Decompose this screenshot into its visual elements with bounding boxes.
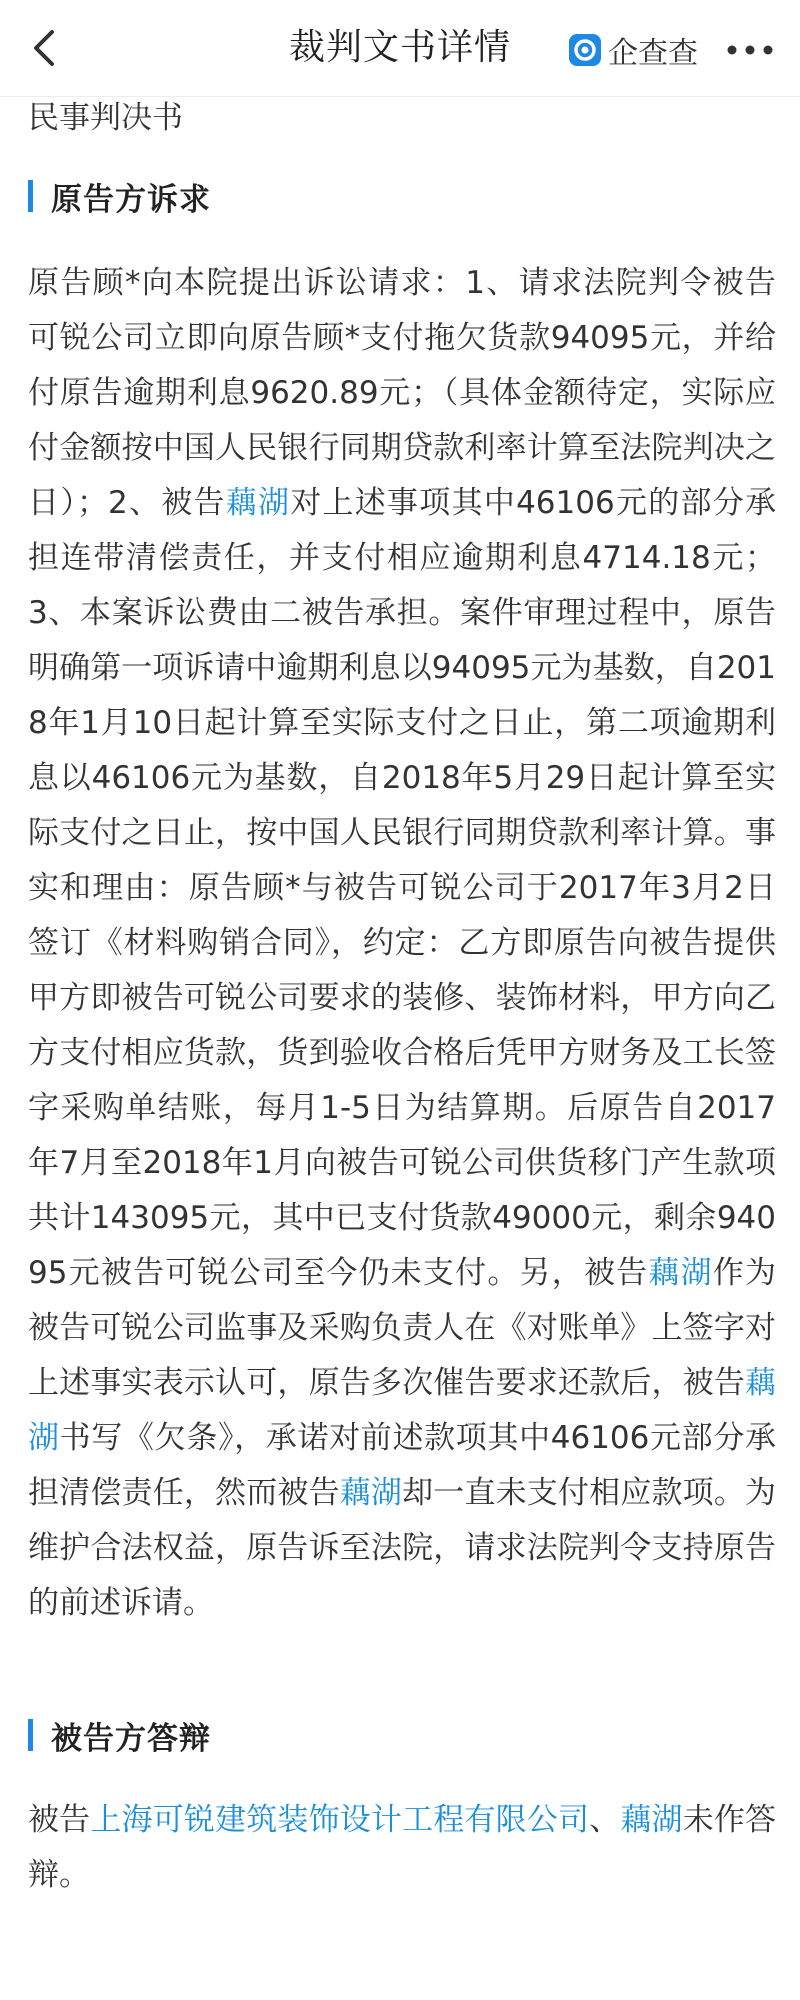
claims-text-segment: 书写《欠条》，承诺对前述款项其中46106元部分承担清偿责任，然而被告 [28, 1420, 776, 1511]
document-content [28, 96, 776, 1903]
more-button[interactable] [720, 30, 780, 70]
response-text-segment: 未作答辩。 [28, 1802, 777, 1893]
page-title: 裁判文书详情 [288, 27, 511, 68]
brand-logo[interactable] [568, 30, 698, 70]
section-accent-bar [28, 1719, 33, 1751]
company-name-link[interactable]: 上海可锐建筑装饰设计工程有限公司 [90, 1802, 590, 1838]
more-dots-icon [720, 30, 780, 70]
back-button[interactable] [18, 20, 74, 76]
chevron-left-icon [18, 20, 74, 76]
claims-text-segment: 原告顾*向本院提出诉讼请求：1、请求法院判令被告可锐公司立即向原告顾*支付拖欠货款94095元，并给付原告逾期利息9620.89元；（具体金额待定，实际应付金额按中国人民银行同期贷款利率计算至法院判决之日）；2、被告 [28, 265, 776, 521]
defendant-name-link[interactable]: 藕湖 [28, 1365, 776, 1456]
defendant-name-link[interactable]: 藕湖 [225, 485, 291, 521]
response-text-segment: 被告 [28, 1802, 91, 1838]
response-text-segment: 、 [589, 1802, 621, 1838]
defendant-name-link[interactable]: 藕湖 [620, 1802, 683, 1838]
claims-text-segment: 对上述事项其中46106元的部分承担连带清偿责任，并支付相应逾期利息4714.18元；3、本案诉讼费由二被告承担。案件审理过程中，原告明确第一项诉请中逾期利息以94095元为基数，自2018年1月10日起计算至实际支付之日止，第二项逾期利息以46106元为基数，自2018年5月29日起计算至实际支付之日止，按中国人民银行同期贷款利率计算。事实和理由：原告顾*与被告可锐公司于2017年3月2日签订《材料购销合同》，约定：乙方即原告向被告提供甲方即被告可锐公司要求的装修、装饰材料，甲方向乙方支付相应货款，货到验收合格后凭甲方财务及工长签字采购单结账，每月1-5日为结算期。后原告自2017年7月至2018年1月向被告可锐公司供货移门产生款项共计143095元，其中已支付货款49000元，剩余94095元被告可锐公司至今仍未支付。另，被告 [28, 485, 776, 1291]
top-navigation-bar [0, 0, 800, 97]
defendant-name-link[interactable]: 藕湖 [339, 1475, 403, 1511]
defendant-response-text [28, 1793, 776, 1903]
brand-name: 企查查 [608, 36, 698, 71]
defendant-name-link[interactable]: 藕湖 [648, 1255, 713, 1291]
document-type: 民事判决书 [28, 100, 183, 136]
section-header-defendant [28, 1715, 776, 1755]
section-title-plaintiff: 原告方诉求 [51, 181, 211, 218]
section-title-defendant: 被告方答辩 [51, 1720, 211, 1757]
section-accent-bar [28, 180, 33, 212]
claims-text-segment: 却一直未支付相应款项。为维护合法权益，原告诉至法院，请求法院判令支持原告的前述诉请。 [28, 1475, 777, 1621]
claims-text-segment: 作为被告可锐公司监事及采购负责人在《对账单》上签字对上述事实表示认可，原告多次催告要求还款后，被告 [28, 1255, 777, 1401]
section-header-plaintiff [28, 176, 776, 216]
qichacha-logo-icon [568, 33, 602, 67]
plaintiff-claims-text [28, 256, 776, 1631]
